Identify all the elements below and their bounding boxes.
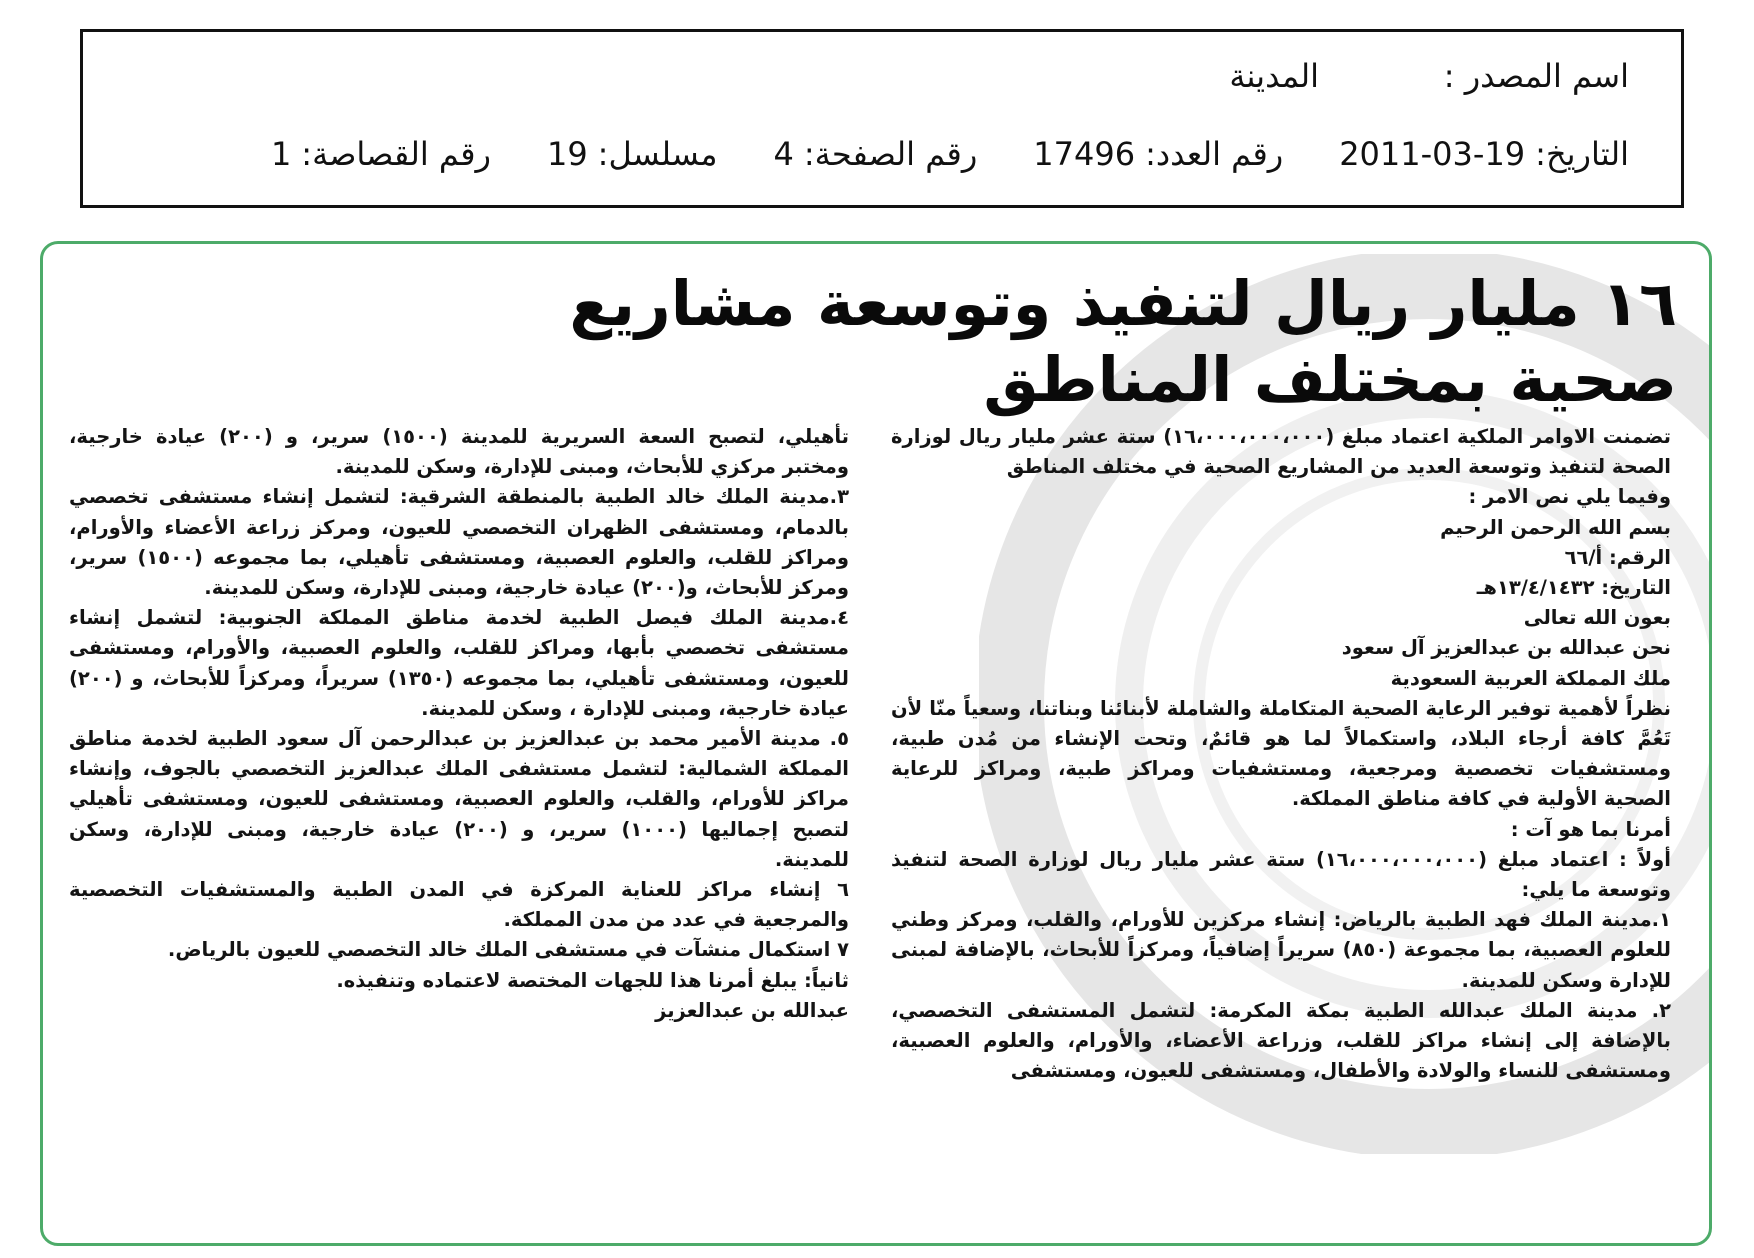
article-headline (343, 266, 1677, 418)
source-label: اسم المصدر : (1443, 57, 1629, 95)
issue-label: رقم العدد: (1145, 135, 1284, 173)
source-value: المدينة (1229, 57, 1319, 95)
headline-line-1: ١٦ مليار ريال لتنفيذ وتوسعة مشاريع (569, 267, 1677, 340)
paragraph: تأهيلي، لتصبح السعة السريرية للمدينة (١٥٠٠) سرير، و (٢٠٠) عيادة خارجية، ومختبر مركزي للأبحاث، ومبنى للإدارة، وسكن للمدينة. (69, 425, 849, 479)
headline-line-2: صحية بمختلف المناطق (983, 343, 1677, 416)
paragraph: ٧ استكمال منشآت في مستشفى الملك خالد التخصصي للعيون بالرياض. (167, 938, 849, 962)
article-column-left (69, 422, 849, 1026)
signature-line: عبدالله بن عبدالعزيز (655, 998, 849, 1022)
issue-field (1033, 135, 1283, 173)
clip-value: 1 (270, 135, 292, 173)
paragraph: ٢. مدينة الملك عبدالله الطبية بمكة المكرمة: لتشمل المستشفى التخصصي، بالإضافة إلى إنشاء مراكز للقلب، وزراعة الأعضاء، والأورام، والعلوم العصبية، ومستشفى للنساء والولادة والأطفال، ومستشفى للعيون، ومستشفى (891, 998, 1671, 1083)
paragraph: ١.مدينة الملك فهد الطبية بالرياض: إنشاء مركزين للأورام، والقلب، ومركز وطني للعلوم العصبية، بما مجموعة (٨٥٠) سريراً إضافياً، ومركزاً للأبحاث، بالإضافة لمبنى للإدارة وسكن للمدينة. (891, 908, 1671, 992)
paragraph: ٣.مدينة الملك خالد الطبية بالمنطقة الشرقية: لتشمل إنشاء مستشفى تخصصي بالدمام، ومستشفى الظهران التخصصي للعيون، ومركز زراعة الأعضاء والأورام، ومراكز للقلب، والعلوم العصبية، ومستشفى تأهيلي، بما مجموعه (١٥٠٠) سرير، ومركز للأبحاث، و(٢٠٠) عيادة خارجية، ومبنى للإدارة، وسكن للمدينة. (69, 485, 849, 600)
paragraph: ٦ إنشاء مراكز للعناية المركزة في المدن الطبية والمستشفيات التخصصية والمرجعية في عدد من مدن المملكة. (69, 878, 849, 932)
page-label: رقم الصفحة: (803, 135, 978, 173)
paragraph: بسم الله الرحمن الرحيم (1440, 515, 1671, 539)
serial-label: مسلسل: (597, 135, 718, 173)
issue-value: 17496 (1033, 135, 1136, 173)
paragraph: الرقم: أ/٦٦ (1564, 545, 1671, 569)
clip-label: رقم القصاصة: (301, 135, 491, 173)
clipping-metadata-box (80, 29, 1684, 208)
paragraph: بعون الله تعالى (1523, 606, 1671, 630)
clip-field (271, 135, 491, 173)
paragraph: ثانياً: يبلغ أمرنا هذا للجهات المختصة لاعتماده وتنفيذه. (336, 968, 849, 992)
date-label: التاريخ: (1535, 135, 1629, 173)
article-column-right (891, 422, 1671, 1086)
metadata-row-details (123, 132, 1629, 176)
paragraph: وفيما يلي نص الامر : (1468, 485, 1671, 509)
paragraph: أولاً : اعتماد مبلغ (١٦،٠٠٠،٠٠٠،٠٠٠) ستة عشر مليار ريال لوزارة الصحة لتنفيذ وتوسعة ما يلي: (891, 847, 1671, 902)
paragraph: تضمنت الاوامر الملكية اعتماد مبلغ (١٦،٠٠٠،٠٠٠،٠٠٠) ستة عشر مليار ريال لوزارة الصحة لتنفيذ وتوسعة العديد من المشاريع الصحية في مختلف المناطق (891, 425, 1671, 479)
page-field (774, 135, 978, 173)
paragraph: نظراً لأهمية توفير الرعاية الصحية المتكاملة والشاملة لأبنائنا وبناتنا، وسعياً منّا لأن تَعُمَّ كافة أرجاء البلاد، واستكمالاً لما هو قائمٌ، وتحت الإنشاء من مُدن طبية، ومستشفيات تخصصية ومرجعية، ومستشفيات ومراكز طبية، ومراكز للرعاية الصحية الأولية في كافة مناطق المملكة. (891, 696, 1671, 811)
paragraph: ٤.مدينة الملك فيصل الطبية لخدمة مناطق المملكة الجنوبية: لتشمل إنشاء مستشفى تخصصي بأبها، ومراكز للقلب، والعلوم العصبية، والأورام، ومستشفى للعيون، ومستشفى تأهيلي، بما مجموعه (١٣٥٠) سريراً، ومركزاً للأبحاث، و (٢٠٠) عيادة خارجية، ومبنى للإدارة ، وسكن للمدينة. (69, 606, 849, 720)
paragraph: ٥. مدينة الأمير محمد بن عبدالعزيز بن عبدالرحمن آل سعود الطبية لخدمة مناطق المملكة الشمالية: لتشمل مستشفى الملك عبدالعزيز التخصصي بالجوف، وإنشاء مراكز للأورام، والقلب، والعلوم العصبية، ومستشفى للعيون، ومستشفى تأهيلي لتصبح إجماليها (١٠٠٠) سرير، و (٢٠٠) عيادة خارجية، ومبنى للإدارة، وسكن للمدينة. (69, 727, 849, 871)
page-value: 4 (773, 135, 794, 173)
paragraph: أمرنا بما هو آت : (1510, 817, 1671, 841)
date-field (1339, 135, 1629, 173)
serial-field (547, 135, 718, 173)
serial-value: 19 (546, 135, 588, 173)
paragraph: التاريخ: ١٣/٤/١٤٣٢هـ (1476, 576, 1671, 600)
paragraph: ملك المملكة العربية السعودية (1390, 666, 1671, 690)
metadata-row-source (123, 54, 1629, 98)
newspaper-clipping (40, 241, 1712, 1246)
paragraph: نحن عبدالله بن عبدالعزيز آل سعود (1341, 636, 1671, 660)
date-value: 2011-03-19 (1339, 135, 1526, 173)
